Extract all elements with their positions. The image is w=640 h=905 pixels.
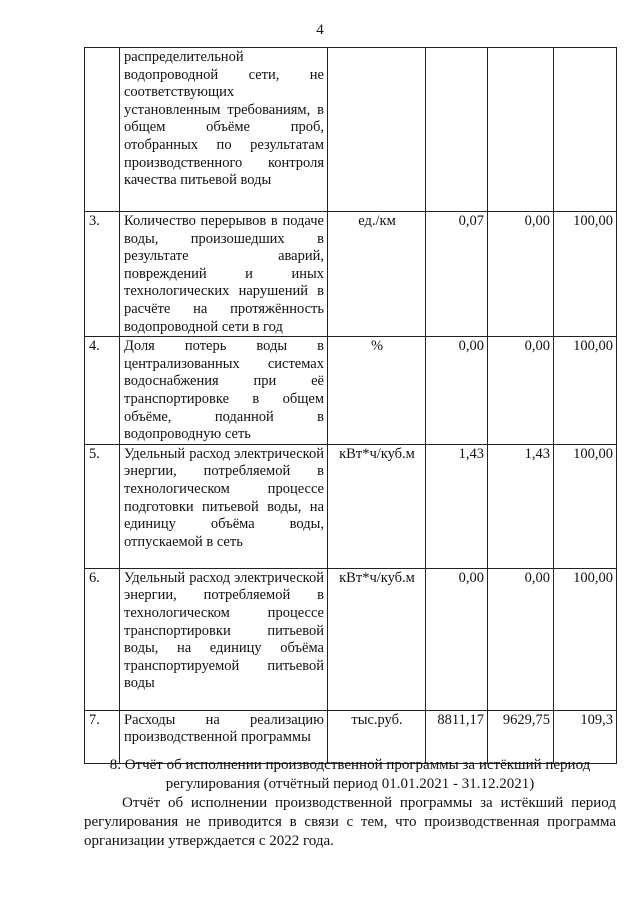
- production-program-table: [84, 47, 617, 764]
- unit-cell: тыс.руб.: [328, 710, 426, 763]
- fact-value: [488, 48, 554, 212]
- percent-value: 100,00: [554, 212, 617, 337]
- fact-value: 0,00: [488, 337, 554, 445]
- plan-value: 0,07: [426, 212, 488, 337]
- unit-cell: %: [328, 337, 426, 445]
- unit-cell: кВт*ч/куб.м: [328, 444, 426, 568]
- percent-value: [554, 48, 617, 212]
- section-body: Отчёт об исполнении производственной программы за истёкший период регулирования не приводится в связи с тем, что производственная программа организации утверждается с 2022 года.: [84, 795, 616, 849]
- row-number: 7.: [85, 710, 120, 763]
- row-number: 4.: [85, 337, 120, 445]
- fact-value: 1,43: [488, 444, 554, 568]
- indicator-description: Удельный расход электрической энергии, потребляемой в технологическом процессе подготовки питьевой воды, на единицу объёма воды, отпускаемой в сеть: [120, 444, 328, 568]
- page-number: 4: [316, 22, 324, 38]
- unit-cell: кВт*ч/куб.м: [328, 568, 426, 710]
- percent-value: 109,3: [554, 710, 617, 763]
- table-row: [85, 212, 617, 337]
- plan-value: [426, 48, 488, 212]
- row-number: 5.: [85, 444, 120, 568]
- unit-cell: [328, 48, 426, 212]
- section-heading: 8. Отчёт об исполнении производственной программы за истёкший период регулирования (отчётный период 01.01.2021 - 31.12.2021): [109, 757, 591, 792]
- plan-value: 8811,17: [426, 710, 488, 763]
- percent-value: 100,00: [554, 568, 617, 710]
- plan-value: 1,43: [426, 444, 488, 568]
- fact-value: 9629,75: [488, 710, 554, 763]
- percent-value: 100,00: [554, 444, 617, 568]
- indicator-description: Расходы на реализацию производственной программы: [120, 710, 328, 763]
- fact-value: 0,00: [488, 568, 554, 710]
- table-row: [85, 444, 617, 568]
- indicator-description: Доля потерь воды в централизованных системах водоснабжения при её транспортировке в общем объёме, поданной в водопроводную сеть: [120, 337, 328, 445]
- plan-value: 0,00: [426, 568, 488, 710]
- indicator-description: Удельный расход электрической энергии, потребляемой в технологическом процессе транспортировки питьевой воды, на единицу объёма транспортируемой питьевой воды: [120, 568, 328, 710]
- percent-value: 100,00: [554, 337, 617, 445]
- fact-value: 0,00: [488, 212, 554, 337]
- indicator-description: Количество перерывов в подаче воды, произошедших в результате аварий, повреждений и иных технологических нарушений в расчёте на протяжённость водопроводной сети в год: [120, 212, 328, 337]
- table-row: [85, 568, 617, 710]
- unit-cell: ед./км: [328, 212, 426, 337]
- indicator-description: распределительной водопроводной сети, не соответствующих установленным требованиям, в общем объёме проб, отобранных по результатам производственного контроля качества питьевой воды: [120, 48, 328, 212]
- section-8: [84, 756, 616, 851]
- row-number: 3.: [85, 212, 120, 337]
- table-row: [85, 337, 617, 445]
- table-row: [85, 48, 617, 212]
- row-number: 6.: [85, 568, 120, 710]
- row-number: [85, 48, 120, 212]
- plan-value: 0,00: [426, 337, 488, 445]
